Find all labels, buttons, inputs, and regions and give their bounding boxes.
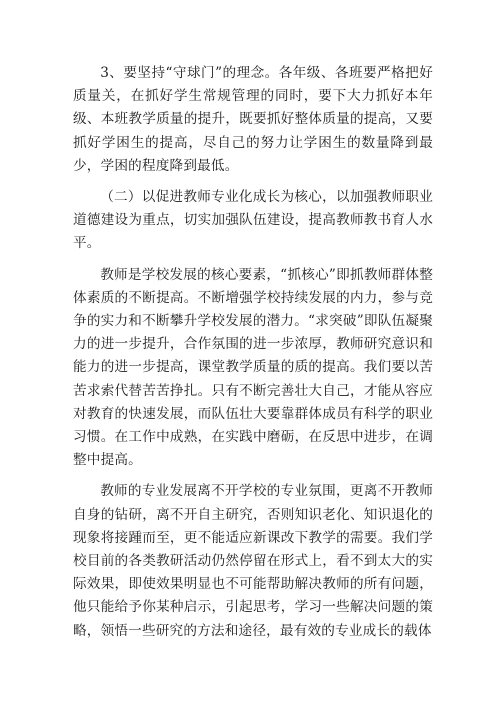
document-body [73,62,433,643]
paragraph-quality-control: 3、要坚持“守球门”的理念。各年级、各班要严格把好质量关，在抓好学生常规管理的同时，要下大力抓好本年级、本班教学质量的提升，既要抓好整体质量的提高，又要抓好学困生的提高，尽自己的努力让学困生的数量降到最少，学困的程度降到最低。 [73,65,433,174]
paragraph-teacher-core-element: 教师是学校发展的核心要素，“抓核心”即抓教师群体整体素质的不断提高。不断增强学校持续发展的内力，参与竞争的实力和不断攀升学校发展的潜力。“求突破”即队伍凝聚力的进一步提升，合作氛围的进一步浓厚，教师研究意识和能力的进一步提高，课堂教学质量的质的提高。我们要以苦苦求索代替苦苦挣扎。只有不断完善壮大自己，才能从容应对教育的快速发展，而队伍壮大要靠群体成员有科学的职业习惯。在工作中成熟，在实践中磨砺，在反思中进步，在调整中提高。 [73,266,433,469]
paragraph-section-heading-teacher-growth: （二）以促进教师专业化成长为核心，以加强教师职业道德建设为重点，切实加强队伍建设，提高教师教书育人水平。 [73,189,433,252]
paragraph-professional-development: 教师的专业发展离不开学校的专业氛围，更离不开教师自身的钻研，离不开自主研究，否则知识老化、知识退化的现象将接踵而至，更不能适应新课改下教学的需要。我们学校目前的各类教研活动仍然停留在形式上，看不到太大的实际效果，即使效果明显也不可能帮助解决教师的所有问题，他只能给予你某种启示，引起思考，学习一些解决问题的策略，领悟一些研究的方法和途径，最有效的专业成长的载体 [73,483,433,639]
